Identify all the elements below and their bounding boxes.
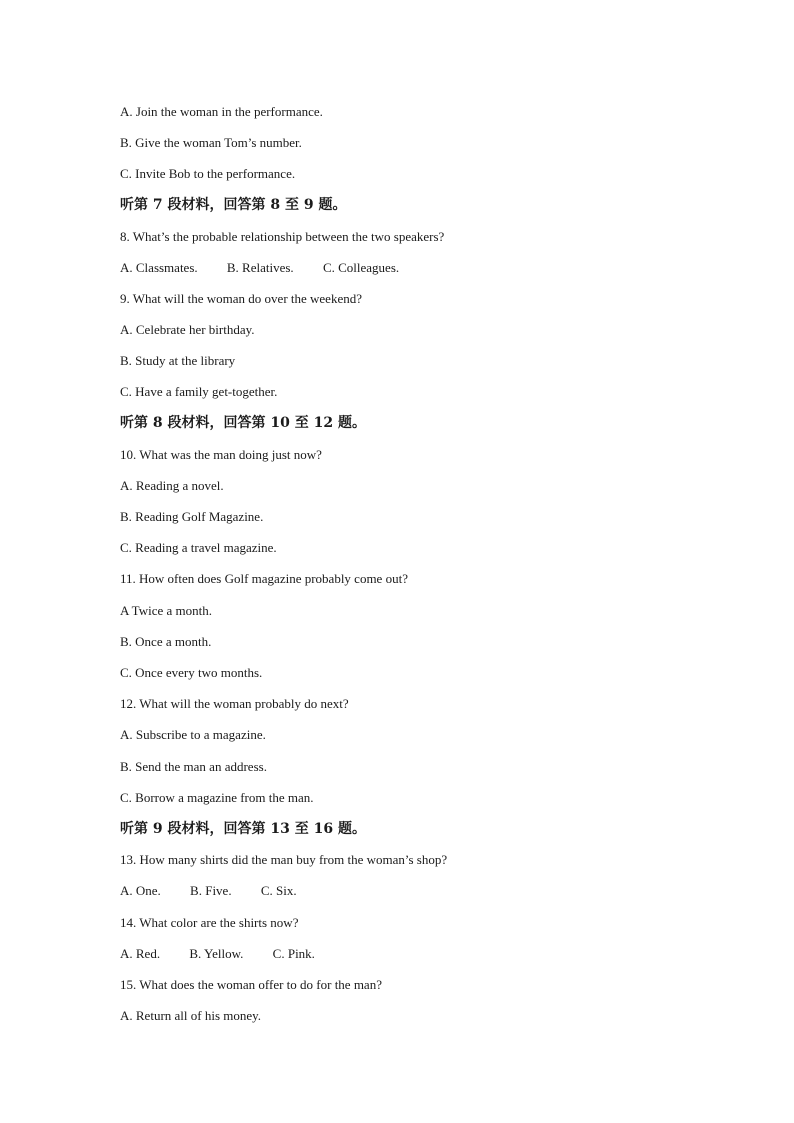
question-15: 15. What does the woman offer to do for the man? (120, 977, 382, 992)
q10-option-b: B. Reading Golf Magazine. (120, 509, 264, 524)
q9-option-b: B. Study at the library (120, 353, 236, 368)
q9-option-c: C. Have a family get-together. (120, 384, 278, 399)
q13-option-b: B. Five. (190, 883, 232, 898)
q8-options (120, 260, 399, 276)
q11-option-a: A Twice a month. (120, 603, 213, 618)
q15-option-a: A. Return all of his money. (120, 1008, 262, 1023)
q13-options (120, 883, 297, 899)
q14-option-a: A. Red. (120, 946, 161, 961)
q8-option-a: A. Classmates. (120, 260, 198, 275)
q7-option-b: B. Give the woman Tom’s number. (120, 135, 302, 150)
question-11: 11. How often does Golf magazine probably come out? (120, 571, 408, 586)
q13-option-a: A. One. (120, 883, 161, 898)
q13-option-c: C. Six. (260, 883, 297, 898)
q12-option-b: B. Send the man an address. (120, 759, 267, 774)
q14-option-c: C. Pink. (272, 946, 315, 961)
question-8: 8. What’s the probable relationship between the two speakers? (120, 229, 445, 244)
q10-option-a: A. Reading a novel. (120, 478, 224, 493)
question-9: 9. What will the woman do over the weekend? (120, 291, 362, 306)
q9-option-a: A. Celebrate her birthday. (120, 322, 255, 337)
q8-option-b: B. Relatives. (226, 260, 294, 275)
q14-option-b: B. Yellow. (189, 946, 244, 961)
q7-option-a: A. Join the woman in the performance. (120, 104, 323, 119)
q12-option-c: C. Borrow a magazine from the man. (120, 790, 314, 805)
section-7-heading: 听第 7 段材料，回答第 8 至 9 题。 (120, 197, 347, 213)
q14-options (120, 946, 315, 962)
question-14: 14. What color are the shirts now? (120, 915, 299, 930)
q12-option-a: A. Subscribe to a magazine. (120, 727, 266, 742)
q11-option-c: C. Once every two months. (120, 665, 263, 680)
section-8-heading: 听第 8 段材料，回答第 10 至 12 题。 (120, 415, 366, 431)
q10-option-c: C. Reading a travel magazine. (120, 540, 277, 555)
question-13: 13. How many shirts did the man buy from the woman’s shop? (120, 852, 448, 867)
q11-option-b: B. Once a month. (120, 634, 212, 649)
section-9-heading: 听第 9 段材料，回答第 13 至 16 题。 (120, 821, 366, 837)
q8-option-c: C. Colleagues. (322, 260, 400, 275)
question-12: 12. What will the woman probably do next? (120, 696, 349, 711)
q7-option-c: C. Invite Bob to the performance. (120, 166, 296, 181)
question-10: 10. What was the man doing just now? (120, 447, 322, 462)
